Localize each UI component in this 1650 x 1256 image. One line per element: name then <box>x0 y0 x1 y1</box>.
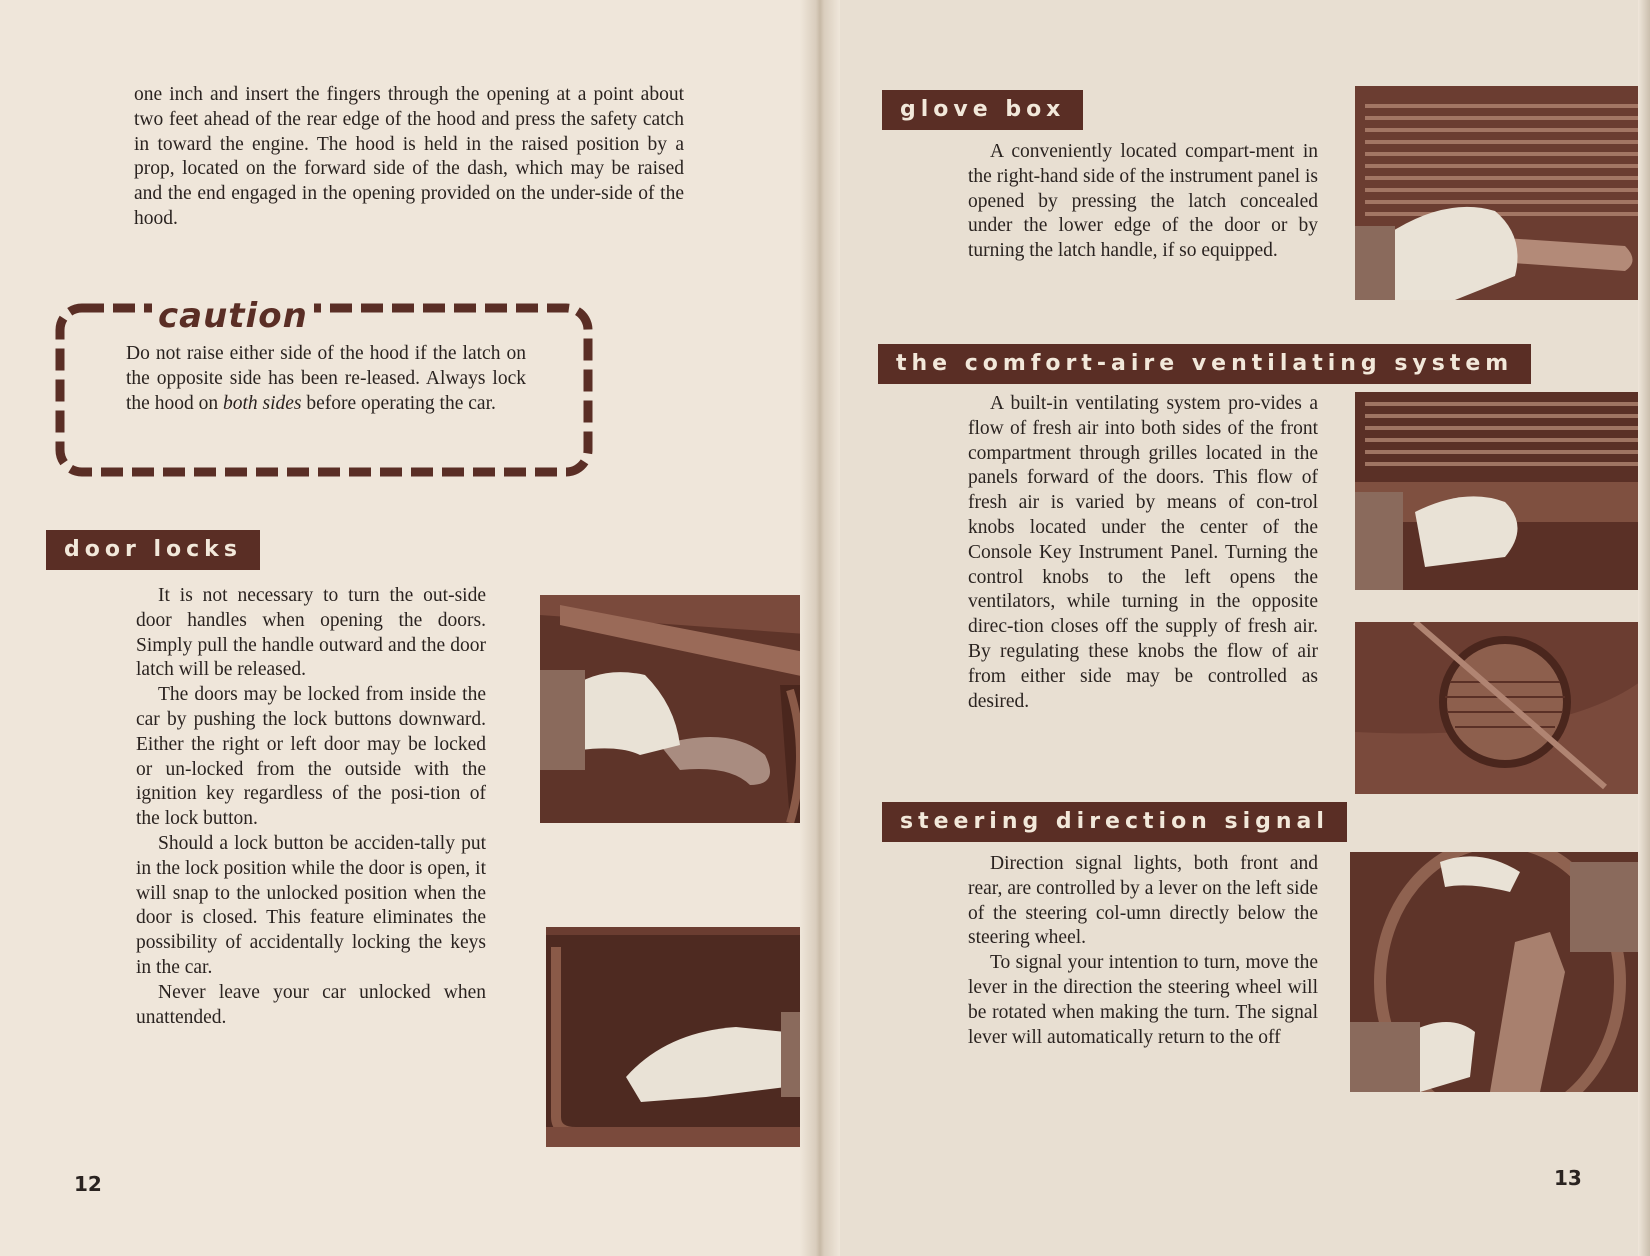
caution-title: caution <box>152 296 314 336</box>
door-locks-text <box>136 584 486 1030</box>
fresh-air-grille-photo <box>1355 622 1640 794</box>
hood-paragraph-text: one inch and insert the fingers through the opening at a point about two feet ahead of the rear edge of the hood and press the safety catch in toward the engine. The hood is held in the raised position by a prop, located on the forward side of the dash, which may be raised and the end engaged in the opening provided on the under-side of the hood. <box>134 84 684 229</box>
steering-signal-heading: steering direction signal <box>882 802 1347 842</box>
ventilating-paragraph: A built-in ventilating system pro-vides a flow of fresh air into both sides of the front compartment through grilles located in the panels forward of the doors. This flow of fresh air is varied by means of con-trol knobs located under the center of the Console Key Instrument Panel. Turning the control knobs to the left opens the ventilators, while turning in the opposite direc-tion closes off the supply of fresh air. By regulating these knobs the flow of air from either side may be controlled as desired. <box>968 393 1318 712</box>
caution-text: Do not raise either side of the hood if the latch on the opposite side has been re-leased. Always lock the hood on both sides before operating the car. <box>126 343 526 414</box>
door-locks-paragraph: It is not necessary to turn the out-side door handles when opening the doors. Simply pull the handle outward and the door latch will be released. <box>136 585 486 681</box>
steering-signal-text <box>968 852 1318 1050</box>
door-locks-paragraph: The doors may be locked from inside the car by pushing the lock buttons downward. Either the right or left door may be locked or un-locked from the outside with the ignition key regardless of the posi-tion of the lock button. <box>136 684 486 830</box>
door-locks-paragraph: Should a lock button be acciden-tally put in the lock position while the door is open, it will snap to the unlocked position when the door is closed. This feature eliminates the possibility of accidentally locking the keys in the car. <box>136 832 486 978</box>
ventilating-text <box>968 392 1318 714</box>
hood-paragraph <box>134 83 684 232</box>
door-locks-paragraph: Never leave your car unlocked when unattended. <box>136 981 486 1028</box>
glove-box-heading: glove box <box>882 90 1083 130</box>
glove-box-paragraph: A conveniently located compart-ment in the right-hand side of the instrument panel is opened by pressing the latch concealed under the lower edge of the door or by turning the latch handle, if so equipped. <box>968 141 1318 262</box>
glove-box-text <box>968 140 1318 264</box>
caution-box <box>52 296 596 480</box>
glove-box-photo <box>1355 86 1640 300</box>
ventilator-knob-photo <box>1355 392 1640 590</box>
page-edge <box>1638 0 1650 1256</box>
steering-signal-paragraph: Direction signal lights, both front and rear, are controlled by a lever on the left side of the steering col-umn directly below the steering wheel. <box>968 853 1318 949</box>
steering-column-photo <box>1350 852 1640 1092</box>
steering-signal-paragraph: To signal your intention to turn, move the lever in the direction the steering wheel will be rotated when making the turn. The signal lever will automatically return to the off <box>968 952 1318 1048</box>
page-number-right: 13 <box>1554 1166 1582 1190</box>
door-lock-button-photo <box>546 927 820 1147</box>
door-locks-heading: door locks <box>46 530 260 570</box>
page-number-left: 12 <box>74 1172 102 1196</box>
left-page <box>0 0 820 1256</box>
right-page <box>820 0 1650 1256</box>
ventilating-heading: the comfort-aire ventilating system <box>878 344 1531 384</box>
door-handle-photo <box>540 595 820 823</box>
